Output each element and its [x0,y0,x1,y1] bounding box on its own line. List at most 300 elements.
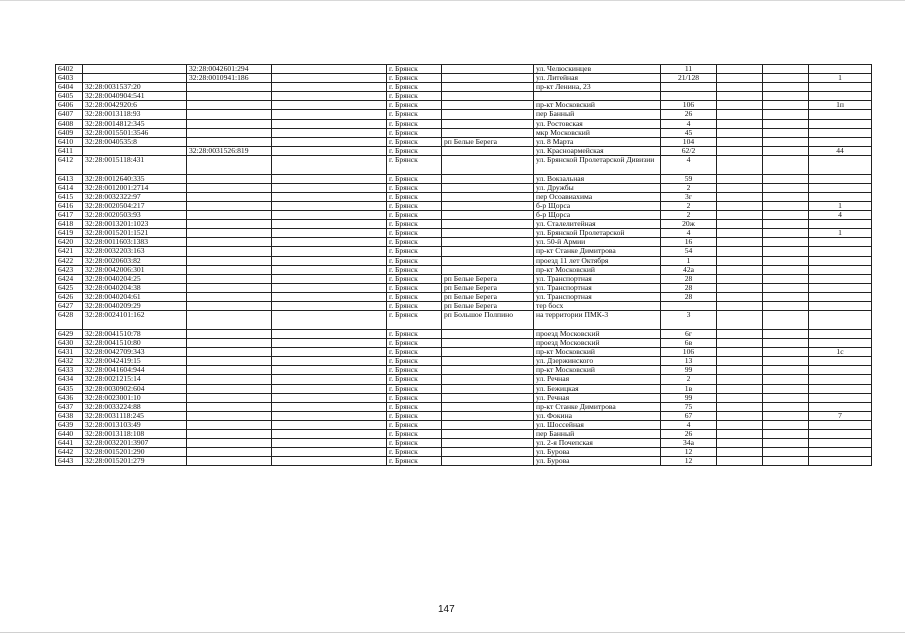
cell-building [717,274,763,283]
cell-extra [272,329,387,338]
cell-cadastral-number: 32:28:0031537:20 [83,83,187,92]
cell-apartment [809,256,872,265]
cell-settlement [442,402,534,411]
cell-cadastral-number: 32:28:0041604:944 [83,366,187,375]
cell-street: ул. Транспортная [534,283,661,292]
cell-building [717,220,763,229]
cell-settlement [442,229,534,238]
cell-street: пер Банный [534,429,661,438]
cell-cadastral-number-alt [187,83,272,92]
cell-cadastral-number: 32:28:0015201:290 [83,448,187,457]
cell-apartment [809,119,872,128]
cell-cadastral-number-alt [187,101,272,110]
cell-row-number: 6437 [56,402,83,411]
cell-city: г. Брянск [387,229,442,238]
cell-apartment [809,448,872,457]
cell-cadastral-number-alt [187,155,272,174]
cell-structure [763,110,809,119]
cell-cadastral-number: 32:28:0040204:61 [83,292,187,301]
table-row [56,411,872,420]
cell-apartment [809,83,872,92]
cell-city: г. Брянск [387,311,442,330]
cell-house-number: 21/128 [661,74,717,83]
cell-building [717,339,763,348]
cell-city: г. Брянск [387,448,442,457]
cell-street: проезд 11 лет Октября [534,256,661,265]
cell-building [717,211,763,220]
cell-street: ул. Челюскинцев [534,65,661,74]
cell-settlement [442,457,534,466]
cell-cadastral-number-alt [187,366,272,375]
cell-extra [272,211,387,220]
table-row [56,65,872,74]
cell-extra [272,283,387,292]
table-row [56,339,872,348]
cell-structure [763,292,809,301]
table-row [56,110,872,119]
cell-city: г. Брянск [387,366,442,375]
cell-building [717,448,763,457]
page-edge-bottom [0,632,905,633]
cell-row-number: 6431 [56,348,83,357]
cell-extra [272,146,387,155]
cell-house-number: 1в [661,384,717,393]
cell-apartment [809,238,872,247]
cell-structure [763,384,809,393]
cell-structure [763,83,809,92]
cell-house-number: 99 [661,366,717,375]
cell-house-number [661,92,717,101]
cell-settlement [442,65,534,74]
cell-cadastral-number-alt [187,274,272,283]
cell-building [717,311,763,330]
cell-apartment [809,357,872,366]
table-row [56,101,872,110]
cell-house-number: 62/2 [661,146,717,155]
cell-apartment [809,302,872,311]
cell-structure [763,402,809,411]
cell-row-number: 6410 [56,137,83,146]
cell-row-number: 6429 [56,329,83,338]
cell-house-number: 11 [661,65,717,74]
cell-city: г. Брянск [387,348,442,357]
table-row [56,229,872,238]
cell-row-number: 6402 [56,65,83,74]
cell-house-number: 34а [661,439,717,448]
table-row [56,192,872,201]
cell-building [717,384,763,393]
cell-apartment [809,457,872,466]
cell-cadastral-number-alt [187,448,272,457]
cell-house-number: 3 [661,311,717,330]
cell-structure [763,329,809,338]
cell-extra [272,192,387,201]
cell-apartment [809,420,872,429]
cell-street: ул. Транспортная [534,292,661,301]
cell-cadastral-number-alt [187,110,272,119]
cell-row-number: 6438 [56,411,83,420]
cell-house-number: 20ж [661,220,717,229]
cell-cadastral-number: 32:28:0024101:162 [83,311,187,330]
cell-street: пер Банный [534,110,661,119]
cell-building [717,174,763,183]
cell-house-number: 28 [661,283,717,292]
cell-settlement [442,202,534,211]
cell-street: ул. Речная [534,393,661,402]
cell-structure [763,202,809,211]
cell-settlement [442,448,534,457]
cell-extra [272,357,387,366]
cell-cadastral-number-alt [187,393,272,402]
cell-street: проезд Московский [534,339,661,348]
table-row [56,74,872,83]
cell-house-number: 59 [661,174,717,183]
cell-row-number: 6425 [56,283,83,292]
table-row [56,420,872,429]
cell-settlement [442,155,534,174]
cell-extra [272,174,387,183]
cell-house-number: 13 [661,357,717,366]
cell-extra [272,439,387,448]
cell-cadastral-number-alt [187,357,272,366]
cell-cadastral-number: 32:28:0040209:29 [83,302,187,311]
cell-street: ул. Брянской Пролетарской Дивизии [534,155,661,174]
cell-row-number: 6416 [56,202,83,211]
cell-building [717,202,763,211]
page-number: 147 [438,604,455,615]
cell-settlement [442,119,534,128]
cell-cadastral-number-alt [187,420,272,429]
cell-building [717,329,763,338]
cell-building [717,238,763,247]
cell-row-number: 6420 [56,238,83,247]
cell-settlement [442,384,534,393]
cell-building [717,302,763,311]
cell-row-number: 6414 [56,183,83,192]
cell-cadastral-number: 32:28:0031118:245 [83,411,187,420]
table-row [56,265,872,274]
cell-house-number: 2 [661,183,717,192]
table-row [56,83,872,92]
cell-street: ул. Транспортная [534,274,661,283]
cell-house-number: 2 [661,375,717,384]
cell-cadastral-number: 32:28:0011603:1383 [83,238,187,247]
cell-street: ул. Красноармейская [534,146,661,155]
cell-building [717,83,763,92]
cell-cadastral-number: 32:28:0013118:93 [83,110,187,119]
cell-row-number: 6417 [56,211,83,220]
cell-cadastral-number-alt [187,92,272,101]
cell-row-number: 6423 [56,265,83,274]
cell-cadastral-number-alt [187,220,272,229]
cell-structure [763,411,809,420]
cell-street: ул. Фокина [534,411,661,420]
table-row [56,429,872,438]
cell-street: ул. 2-я Почепская [534,439,661,448]
cell-structure [763,220,809,229]
cell-house-number: 3г [661,192,717,201]
cell-extra [272,101,387,110]
cell-row-number: 6422 [56,256,83,265]
cell-apartment: 1 [809,202,872,211]
cell-house-number: 99 [661,393,717,402]
cell-settlement [442,375,534,384]
cell-structure [763,274,809,283]
cell-building [717,92,763,101]
cell-city: г. Брянск [387,393,442,402]
cell-street: на территории ПМК-3 [534,311,661,330]
cell-structure [763,128,809,137]
cell-city: г. Брянск [387,329,442,338]
cell-cadastral-number-alt [187,202,272,211]
cell-row-number: 6443 [56,457,83,466]
cell-city: г. Брянск [387,457,442,466]
cell-street: пр-кт Московский [534,366,661,375]
cell-row-number: 6419 [56,229,83,238]
cell-apartment [809,339,872,348]
cell-extra [272,302,387,311]
cell-building [717,357,763,366]
cell-structure [763,339,809,348]
cell-house-number: 2 [661,211,717,220]
cell-structure [763,393,809,402]
cell-apartment [809,65,872,74]
cell-row-number: 6413 [56,174,83,183]
cell-row-number: 6441 [56,439,83,448]
registry-body [56,65,872,466]
cell-extra [272,92,387,101]
cell-cadastral-number: 32:28:0020603:82 [83,256,187,265]
cell-row-number: 6426 [56,292,83,301]
cell-building [717,155,763,174]
cell-settlement [442,192,534,201]
cell-row-number: 6411 [56,146,83,155]
cell-row-number: 6409 [56,128,83,137]
cell-extra [272,65,387,74]
cell-extra [272,348,387,357]
cell-row-number: 6421 [56,247,83,256]
cell-cadastral-number: 32:28:0020504:217 [83,202,187,211]
cell-apartment [809,439,872,448]
cell-apartment [809,429,872,438]
cell-cadastral-number-alt: 32:28:0042601:294 [187,65,272,74]
cell-city: г. Брянск [387,265,442,274]
cell-extra [272,229,387,238]
cell-extra [272,393,387,402]
cell-cadastral-number: 32:28:0030902:604 [83,384,187,393]
cell-building [717,292,763,301]
cell-structure [763,439,809,448]
cell-city: г. Брянск [387,439,442,448]
cell-extra [272,128,387,137]
cell-settlement [442,420,534,429]
cell-house-number [661,302,717,311]
cell-extra [272,366,387,375]
cell-street: ул. Ростовская [534,119,661,128]
cell-street: пр-кт Московский [534,348,661,357]
cell-apartment [809,292,872,301]
cell-extra [272,202,387,211]
cell-house-number: 12 [661,448,717,457]
cell-structure [763,457,809,466]
cell-city: г. Брянск [387,402,442,411]
cell-cadastral-number-alt [187,183,272,192]
cell-extra [272,83,387,92]
table-row [56,146,872,155]
cell-building [717,146,763,155]
cell-cadastral-number-alt [187,384,272,393]
cell-apartment [809,110,872,119]
cell-extra [272,247,387,256]
cell-street: проезд Московский [534,329,661,338]
cell-cadastral-number: 32:28:0012640:335 [83,174,187,183]
cell-city: г. Брянск [387,238,442,247]
cell-house-number: 104 [661,137,717,146]
cell-cadastral-number: 32:28:0032201:3907 [83,439,187,448]
cell-building [717,393,763,402]
cell-structure [763,74,809,83]
cell-extra [272,155,387,174]
cell-structure [763,357,809,366]
cell-structure [763,283,809,292]
cell-cadastral-number: 32:28:0040204:25 [83,274,187,283]
cell-extra [272,119,387,128]
cell-street: ул. Бурова [534,457,661,466]
cell-structure [763,92,809,101]
cell-extra [272,411,387,420]
cell-house-number: 4 [661,229,717,238]
cell-row-number: 6412 [56,155,83,174]
cell-cadastral-number-alt: 32:28:0010941:186 [187,74,272,83]
cell-house-number: 26 [661,429,717,438]
cell-city: г. Брянск [387,110,442,119]
cell-city: г. Брянск [387,192,442,201]
cell-house-number: 106 [661,101,717,110]
cell-apartment [809,393,872,402]
cell-settlement [442,110,534,119]
cell-cadastral-number-alt [187,119,272,128]
cell-house-number: 6в [661,339,717,348]
cell-apartment: 4 [809,211,872,220]
cell-cadastral-number: 32:28:0040904:541 [83,92,187,101]
cell-building [717,420,763,429]
table-row [56,329,872,338]
cell-structure [763,429,809,438]
table-row [56,256,872,265]
table-row [56,183,872,192]
cell-city: г. Брянск [387,247,442,256]
table-row [56,238,872,247]
cell-city: г. Брянск [387,211,442,220]
cell-settlement: рп Белые Берега [442,292,534,301]
cell-apartment [809,375,872,384]
cell-settlement [442,146,534,155]
cell-apartment [809,274,872,283]
cell-structure [763,137,809,146]
cell-building [717,283,763,292]
cell-apartment [809,265,872,274]
cell-cadastral-number: 32:28:0013103:49 [83,420,187,429]
cell-cadastral-number: 32:28:0033224:88 [83,402,187,411]
cell-building [717,74,763,83]
cell-city: г. Брянск [387,202,442,211]
cell-city: г. Брянск [387,101,442,110]
table-row [56,92,872,101]
cell-cadastral-number-alt [187,174,272,183]
cell-city: г. Брянск [387,183,442,192]
cell-apartment [809,402,872,411]
cell-house-number: 106 [661,348,717,357]
cell-structure [763,256,809,265]
cell-city: г. Брянск [387,119,442,128]
cell-cadastral-number: 32:28:0042709:343 [83,348,187,357]
cell-apartment [809,329,872,338]
table-row [56,247,872,256]
cell-street: ул. Дзержинского [534,357,661,366]
cell-settlement [442,220,534,229]
cell-house-number: 54 [661,247,717,256]
cell-extra [272,265,387,274]
cell-city: г. Брянск [387,220,442,229]
table-row [56,302,872,311]
cell-apartment [809,366,872,375]
cell-cadastral-number-alt [187,256,272,265]
cell-extra [272,420,387,429]
cell-cadastral-number: 32:28:0040204:38 [83,283,187,292]
cell-structure [763,265,809,274]
table-row [56,439,872,448]
cell-extra [272,311,387,330]
table-row [56,283,872,292]
cell-building [717,366,763,375]
table-row [56,402,872,411]
cell-building [717,229,763,238]
cell-apartment [809,155,872,174]
cell-extra [272,457,387,466]
cell-street: пер Осоавиахима [534,192,661,201]
cell-building [717,183,763,192]
cell-extra [272,137,387,146]
cell-city: г. Брянск [387,128,442,137]
cell-structure [763,119,809,128]
cell-cadastral-number-alt [187,348,272,357]
cell-settlement [442,83,534,92]
cell-structure [763,448,809,457]
cell-house-number: 2 [661,202,717,211]
table-row [56,292,872,301]
cell-cadastral-number: 32:28:0015118:431 [83,155,187,174]
cell-cadastral-number-alt [187,339,272,348]
cell-street: ул. Бежицкая [534,384,661,393]
cell-cadastral-number: 32:28:0032322:97 [83,192,187,201]
table-row [56,211,872,220]
cell-street: ул. 50-й Армии [534,238,661,247]
cell-cadastral-number: 32:28:0015201:1521 [83,229,187,238]
cell-building [717,247,763,256]
cell-cadastral-number-alt [187,311,272,330]
cell-city: г. Брянск [387,137,442,146]
cell-extra [272,402,387,411]
cell-street: пр-кт Московский [534,265,661,274]
cell-city: г. Брянск [387,65,442,74]
cell-settlement: рп Большое Полпино [442,311,534,330]
cell-cadastral-number: 32:28:0041510:78 [83,329,187,338]
cell-row-number: 6442 [56,448,83,457]
cell-apartment [809,92,872,101]
cell-settlement: рп Белые Берега [442,137,534,146]
cell-settlement [442,357,534,366]
cell-cadastral-number: 32:28:0041510:80 [83,339,187,348]
